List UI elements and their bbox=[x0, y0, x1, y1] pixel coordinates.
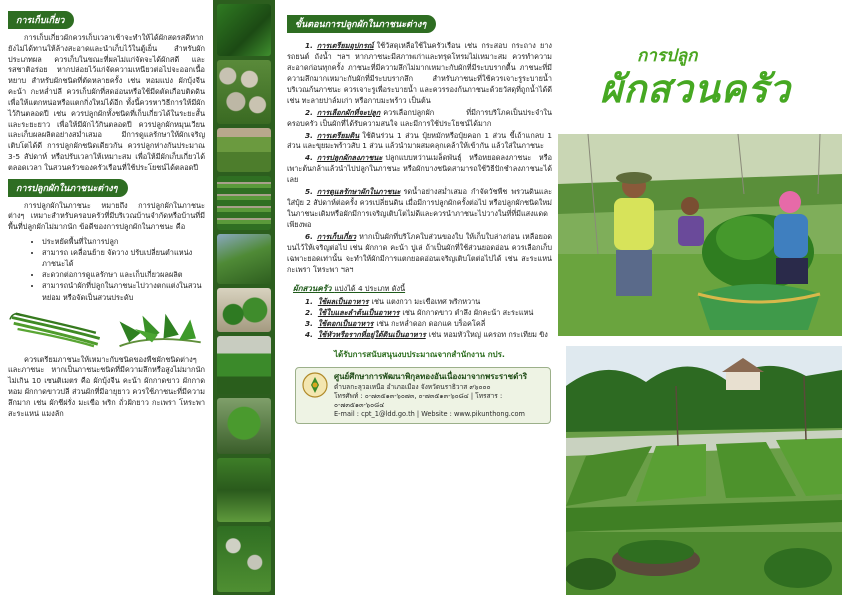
cover-panel bbox=[562, 0, 842, 595]
benefit-list bbox=[8, 236, 205, 303]
harvest-text: การเก็บเกี่ยวผักควรเก็บเวลาเช้าจะทำให้ได้ผักสดรสดีหากยังไม่ได้ทานให้ล้างสะอาดและนำเก็บไว้ในตู้เย็น สำหรับผักประเภทผล ควรเก็บในขณะที่ผลไม่แก่จัดจะได้ผักสดี และรสชาติอร่อย หากปล่อยไว้แก่จัดความเหนียวต่อไปจะออกเนื้อหยาบ สำหรับผักชนิดที่ตัดหลายครั้ง เช่น หอมแบ่ง ผักบุ้งจีน คะน้า กะหล่ำปลี ควรเก็บผักที่สดอ่อนหรือใช้มีดตัดเกือบติดดิน เพื่อให้แตกหน่อหรือแตกกิ่งใหม่ได้อีก ทั้งนี้ควรหาวิธีการให้มีผักไว้กินตลอดปี เช่น ควรปลูกผักทั้งชนิดที่เก็บเกี่ยวได้ในระยะสั้นและระยะยาว เพื่อให้มีผักไว้กินตลอดปี ควรปลูกผักหมุนเวียนและเก็บผลผลิตอย่างสม่ำเสมอ มีการดูแลรักษาให้ผักเจริญเติบโตได้ดี การปลูกผักชนิดเดียวกัน ควรปลูกห่างกันประมาณ 3-5 สัปดาห์ หรือปรับเวลาให้เหมาะสม เพื่อให้มีผักเก็บเกี่ยวได้ตลอดเวลา ในสวนครัวของครัวเรือนที่ใช้ประโยชน์ได้ตลอดปี bbox=[8, 33, 205, 172]
garden-beds-photo bbox=[566, 346, 842, 595]
type-item: 1. ใช้ผลเป็นอาหาร เช่น แตงกวา มะเขือเทศ พริกหวาน bbox=[305, 296, 481, 306]
step-item: 4. การปลูกผักลงภาชนะ ปลูกแบบหว่านเมล็ดพันธุ์ หรือหยอดลงภาชนะ หรือ เพาะต้นกล้าแล้วนำไปปลูกในภาชนะ หรือผักบางชนิดสามารถใช้วิธีปักชำลงภาชนะได้เลย bbox=[287, 153, 552, 185]
org-address: ตำบลกะลุวอเหนือ อำเภอเมือง จังหวัดนราธิวาส ๙๖๐๐๐ bbox=[334, 383, 491, 392]
bed-planting-photo bbox=[217, 128, 271, 172]
type-item: 2. ใช้ใบและลำต้นเป็นอาหาร เช่น ผักกาดขาว ตำลึง ผักคะน้า สะระแหน่ bbox=[305, 307, 534, 317]
hanging-pots-photo bbox=[217, 234, 271, 284]
long-bean-image bbox=[8, 309, 104, 349]
step-item: 1. การเตรียมอุปกรณ์ ใช้วัสดุเหลือใช้ในครัวเรือน เช่น กระสอบ กระถาง ยางรถยนต์ ถังน้ำ ฯลฯ หากภาชนะมีสภาพเก่าและทรุดโทรมไม่เหมาะสม ควรทำความสะอาดก่อนทุกครั้ง ภาชนะที่มีความลึกไม่มากเหมาะกับผักที่มีระบบรากตื้น ภาชนะที่มีความลึกมากเหมาะกับผักที่มีระบบรากลึก สำหรับภาชนะที่ใช้ควรเจาะรูระบายน้ำบริเวณก้นภาชนะ ควรเจาะรูเพื่อระบายน้ำ และควรรองก้นภาชนะด้วยวัสดุที่ถูกน้ำได้ดี เช่น ทะลายปาล์มเก่า หรือกาบมะพร้าว เป็นต้น bbox=[287, 41, 552, 105]
types-heading: ผักสวนครัว แบ่งได้ 4 ประเภท ดังนี้ bbox=[293, 283, 406, 293]
harvest-heading: การเก็บเกี่ยว bbox=[8, 11, 74, 29]
step-item: 5. การดูแลรักษาผักในภาชนะ รดน้ำอย่างสม่ำเสมอ กำจัดวัชพืช พรวนดินและใส่ปุ๋ย 2 สัปดาห์ต่อครั้ง ควรเปลี่ยนดิน เมื่อมีการปลูกผักครั้งต่อไป หรือปลูกผักชนิดใหม่ในภาชนะเดิมหรือผักมีการเจริญเติบโตไม่ดีและควรนำภาชนะไปวางในที่ที่มีแสงแดดเพียงพอ bbox=[287, 187, 552, 229]
shelf-garden-photo bbox=[217, 336, 271, 394]
org-phone: โทรศัพท์ : ๐-๗๓๕๑๓-๖๐๗๓, ๐-๗๓๕๑๓-๖๐๘๔ | โทรสาร : ๐-๗๓๕๑๓-๖๐๘๔ bbox=[334, 392, 503, 410]
type-item: 4. ใช้หัวหรือรากที่อยู่ใต้ดินเป็นอาหาร เช่น หอมหัวใหญ่ แครอท กระเทียม ขิง bbox=[305, 329, 548, 339]
left-text-panel bbox=[0, 0, 213, 595]
org-web: E-mail : cpt_1@ldd.go.th | Website : www.pikunthong.com bbox=[334, 409, 525, 418]
contact-box bbox=[295, 367, 551, 423]
photo-strip-panel bbox=[213, 0, 275, 595]
pot-planting-heading: การปลูกผักในภาชนะต่างๆ bbox=[8, 179, 128, 197]
gardeners-photo bbox=[558, 134, 842, 336]
benefit-item: • สะดวกต่อการดูแลรักษา และเก็บเกี่ยวผลผลิต bbox=[42, 269, 205, 280]
step-item: 6. การเก็บเกี่ยว หากเป็นผักที่บริโภคใบส่วนของใบ ให้เก็บใบล่างก่อน เหลือยอดบนไว้ให้เจริญต่อไป เช่น ผักกาด คะน้า ปูเล่ ถ้าเป็นผักที่ใช้ส่วนยอดอ่อน ควรเลือกเก็บเฉพาะยอดเท่านั้น จะทำให้ผักมีการแตกยอดอ่อนเจริญเติบโตต่อไปได้ เช่น สะระแหน่ กะเพรา โหระพา ฯลฯ bbox=[287, 231, 552, 274]
basket-plant-photo bbox=[217, 398, 271, 454]
cover-title-big: ผักสวนครัว bbox=[600, 67, 791, 111]
vegetable-images bbox=[8, 309, 205, 349]
benefit-item: • สามารถ เคลื่อนย้าย จัดวาง ปรับเปลี่ยนตำแหน่งภาชนะได้ bbox=[42, 247, 205, 269]
org-name: ศูนย์ศึกษาการพัฒนาพิกุลทองอันเนื่องมาจากพระราชดำริ bbox=[334, 372, 528, 382]
benefit-item: • สามารถนำผักที่ปลูกในภาชนะไปวางตกแต่งในสวนหย่อม หรือจัดเป็นสวนประดับ bbox=[42, 280, 205, 302]
tiered-racks-photo bbox=[217, 176, 271, 230]
container-depth-text: ควรเตรียมภาชนะให้เหมาะกับชนิดของพืชผักชนิดต่างๆ และภาชนะ หากเป็นภาชนะชนิดที่มีความลึกหรือสูงไม่มากนักไม่เกิน 10 เซนติเมตร คือ ผักบุ้งจีน คะน้า ผักกาดขาว ผักกาดหอม ผักกาดขาวปลี ส่วนผักที่มีอายุยาว ควรใช้ภาชนะที่มีความลึกมาก เช่น ผักชีฝรั่ง มะเขือ พริก ถั่วฝักยาว กะเพรา โหระพา สะระแหน่ แมงลัก bbox=[8, 354, 205, 418]
pot-planting-intro: การปลูกผักในภาชนะ หมายถึง การปลูกผักในภาชนะต่างๆ เหมาะสำหรับครอบครัวที่มีบริเวณบ้านจำกัดหรือบ้านที่มีพื้นที่ปลูกผักไม่มากนัก ข้อดีของการปลูกผักในภาชนะ คือ bbox=[8, 200, 205, 232]
pot-vegetable-photo bbox=[217, 288, 271, 332]
steps-list bbox=[287, 41, 552, 276]
types-intro: แบ่งได้ 4 ประเภท ดังนี้ bbox=[334, 283, 406, 293]
morning-glory-image bbox=[110, 309, 206, 349]
cover-title-small: การปลูก bbox=[637, 46, 698, 66]
leafy-plant-photo bbox=[217, 4, 271, 56]
tower-garden-photo bbox=[217, 458, 271, 522]
step-item: 2. การเลือกผักที่จะปลูก ควรเลือกปลูกผัก ที่มีการบริโภคเป็นประจำในครอบครัว เป็นผักที่ได้รับความสนใจ และมีการใช้ประโยชน์ได้มาก bbox=[287, 107, 552, 128]
types-list bbox=[305, 297, 552, 341]
support-credit: ได้รับการสนับสนุนงบประมาณจากสำนักงาน กปร. bbox=[334, 350, 505, 360]
center-logo-icon bbox=[302, 372, 328, 398]
step-item: 3. การเตรียมดิน ใช้ดินร่วน 1 ส่วน ปุ๋ยหมักหรือปุ๋ยคอก 1 ส่วน ขี้เถ้าแกลบ 1 ส่วน และขุยมะพร้าวสับ 1 ส่วน แล้วนำมาผสมคลุกเคล้าให้เข้ากัน แล้วใส่ในภาชนะ bbox=[287, 130, 552, 151]
benefit-item: • ประหยัดพื้นที่ในการปลูก bbox=[42, 236, 205, 247]
contact-text bbox=[334, 372, 544, 418]
steps-panel bbox=[275, 0, 562, 595]
bottle-garden-photo bbox=[217, 526, 271, 592]
coconut-pots-photo bbox=[217, 60, 271, 124]
steps-heading: ขั้นตอนการปลูกผักในภาชนะต่างๆ bbox=[287, 15, 436, 33]
type-item: 3. ใช้ดอกเป็นอาหาร เช่น กะหล่ำดอก ดอกแค บร็อคโคลี่ bbox=[305, 318, 486, 328]
